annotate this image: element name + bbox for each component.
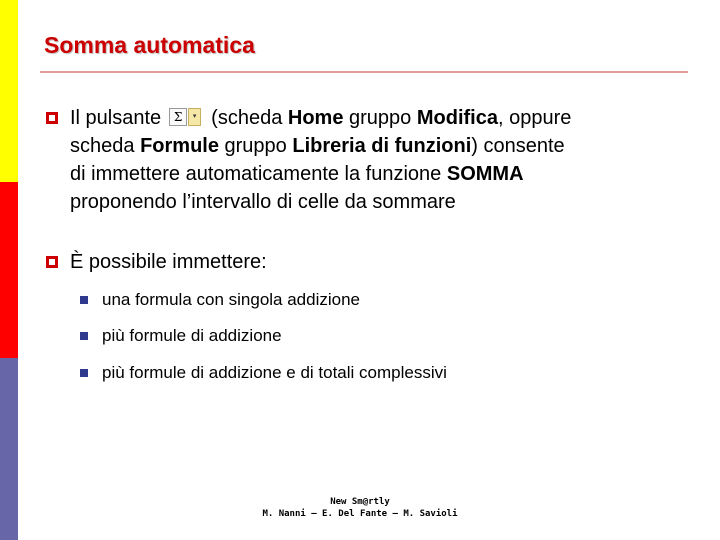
bullet-text-1 [70,104,690,216]
sidebar-bar-red [0,182,18,358]
sub-bullet-marker-1 [80,296,88,304]
bullet-marker-2 [46,256,58,268]
bullet-text-2: È possibile immettere: [70,251,267,273]
text-gruppo-2: gruppo [218,135,293,157]
sub-bullet-marker-2 [80,332,88,340]
sidebar-bar-blue [0,358,18,540]
text-libreria-di-funzioni: Libreria di funzioni [292,135,472,157]
text-modifica: Modifica [416,107,498,129]
title-divider [40,71,688,73]
text-consente: ) consente [471,135,565,157]
text-il-pulsante: Il pulsante [70,107,162,129]
bullet1-line1 [70,104,690,132]
sub-bullet-marker-3 [80,369,88,377]
footer-authors: M. Nanni – E. Del Fante – M. Savioli [262,509,458,519]
text-somma: SOMMA [446,163,524,185]
text-scheda: (scheda [211,107,288,129]
bullet1-line4: proponendo l’intervallo di celle da sommare [70,191,456,213]
sub-item-2: più formule di addizione [102,326,282,345]
footer-brand: New Sm@rtly [330,497,390,507]
bullet1-line3 [70,160,690,188]
autosum-icon: Σ ▾ [169,108,201,126]
slide-title: Somma automatica [44,32,255,58]
bullet-marker-1 [46,112,58,124]
text-home: Home [287,107,344,129]
bullet1-line2 [70,132,690,160]
sub-item-3: più formule di addizione e di totali complessivi [102,363,447,382]
text-formule: Formule [140,135,219,157]
text-gruppo: gruppo [343,107,417,129]
text-scheda-2: scheda [70,135,141,157]
text-oppure: , oppure [497,107,572,129]
sub-item-1: una formula con singola addizione [102,290,361,309]
text-immettere: di immettere automaticamente la funzione [70,163,447,185]
sidebar-bar-yellow [0,0,18,182]
